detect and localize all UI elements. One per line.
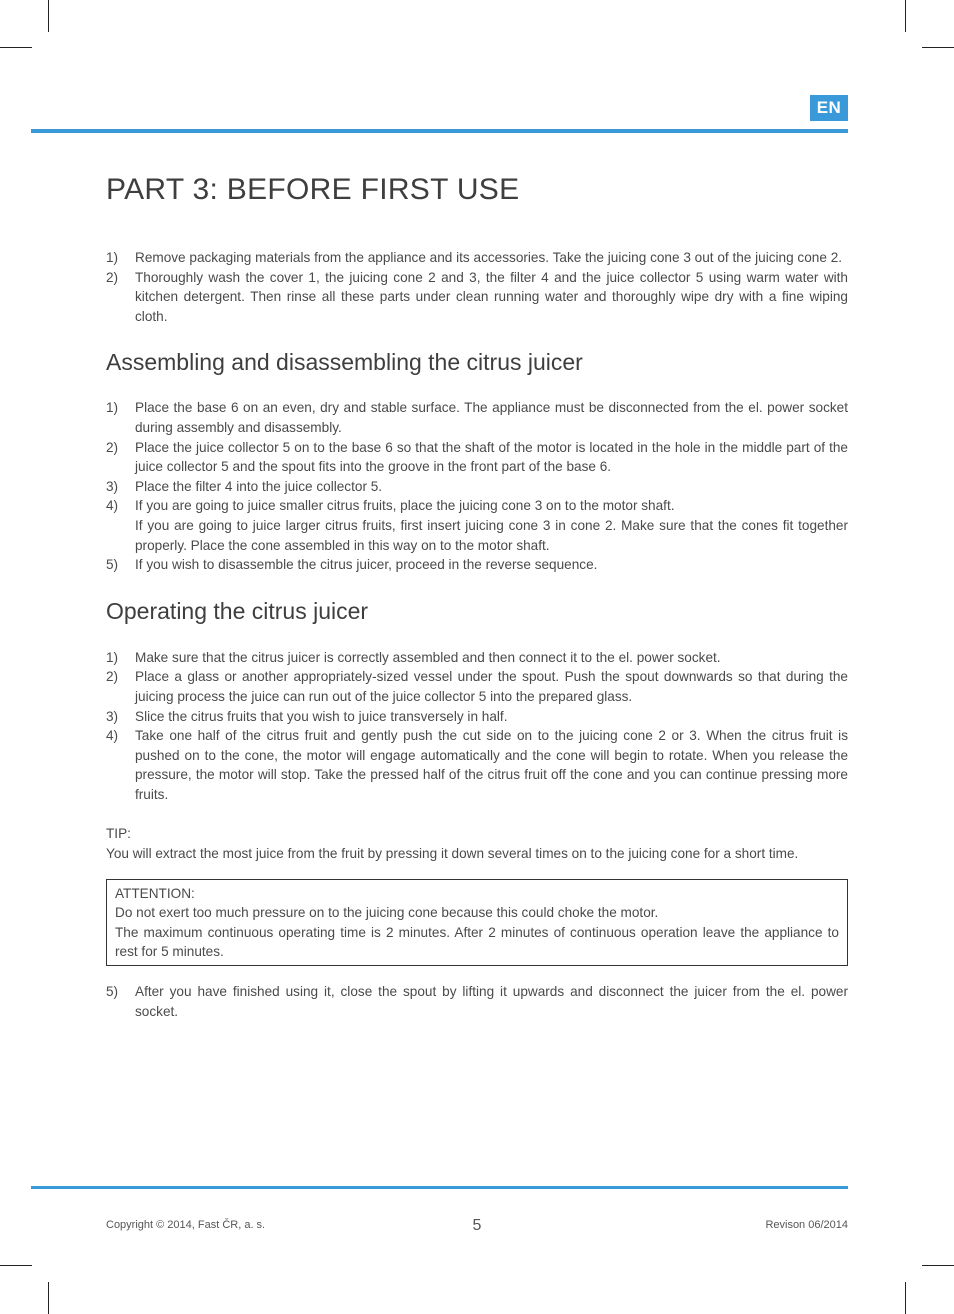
attention-label: ATTENTION: — [115, 885, 195, 901]
header-rule — [31, 129, 848, 133]
list-item: 2) Place the juice collector 5 on to the base 6 so that the shaft of the motor is located in the hole in the middle part of the juice collector 5 and the spout fits into the groove in the front part of the base 6. — [106, 439, 848, 475]
list-item: 1) Place the base 6 on an even, dry and stable surface. The appliance must be disconnected from the el. power socket during assembly and disassembly. — [106, 400, 848, 435]
footer-copyright: Copyright © 2014, Fast ČR, a. s. — [106, 1219, 266, 1231]
tip-text: You will extract the most juice from the fruit by pressing it down several times on to the juicing cone for a short time. — [106, 846, 799, 862]
crop-mark — [905, 1282, 906, 1314]
crop-mark — [905, 0, 906, 32]
language-badge: EN — [810, 95, 848, 121]
operating-list-continued — [106, 982, 848, 1021]
attention-text: Do not exert too much pressure on to the juicing cone because this could choke the motor. — [115, 905, 659, 921]
crop-mark — [0, 1265, 32, 1266]
page-content — [106, 170, 848, 1021]
tip-label: TIP: — [106, 826, 131, 842]
setup-list — [106, 248, 848, 326]
list-item: 2) Place a glass or another appropriately-sized vessel under the spout. Push the spout downwards so that during the juicing process the juice can run out of the juice collector 5 into the prepared glass. — [106, 669, 848, 704]
operating-list — [106, 648, 848, 805]
section-heading-assembling: Assembling and disassembling the citrus juicer — [106, 349, 583, 376]
crop-mark — [922, 1265, 954, 1266]
list-item: 2) Thoroughly wash the cover 1, the juicing cone 2 and 3, the filter 4 and the juice collector 5 using warm water with kitchen detergent. Then rinse all these parts under clean running water and thoroughly wipe dry with a fine wiping cloth. — [106, 269, 848, 324]
crop-mark — [922, 47, 954, 48]
page-title: PART 3: BEFORE FIRST USE — [106, 173, 520, 206]
page-number: 5 — [472, 1217, 482, 1234]
list-item: 5) After you have finished using it, close the spout by lifting it upwards and disconnect the juicer from the el. power socket. — [106, 984, 848, 1019]
crop-mark — [48, 1282, 49, 1314]
footer-rule — [31, 1186, 848, 1189]
list-item: 3) Place the filter 4 into the juice collector 5. — [106, 478, 383, 494]
list-item: 4) Take one half of the citrus fruit and gently push the cut side on to the juicing cone 2 or 3. When the citrus fruit is pushed on to the cone, the motor will engage automatically and the cone will begin to rotate. When you release the pressure, the motor will stop. Take the pressed half of the citrus fruit off the cone and you can continue pressing more fruits. — [106, 728, 848, 802]
list-item: 4) If you are going to juice smaller citrus fruits, place the juicing cone 3 on to the motor shaft. If you are going to juice larger citrus fruits, first insert juicing cone 3 in cone 2. Make sure that the cones fit together properly. Place the cone assembled in this way on to the motor shaft. — [106, 498, 848, 553]
attention-text: The maximum continuous operating time is 2 minutes. After 2 minutes of continuous operation leave the appliance to rest for 5 minutes. — [115, 924, 839, 960]
footer-revision: Revison 06/2014 — [765, 1219, 848, 1231]
assembling-list — [106, 398, 848, 574]
crop-mark — [0, 47, 32, 48]
list-item: 5) If you wish to disassemble the citrus juicer, proceed in the reverse sequence. — [106, 557, 598, 573]
attention-box — [106, 879, 848, 966]
list-item: 1) Make sure that the citrus juicer is correctly assembled and then connect it to the el. power socket. — [106, 649, 721, 665]
list-item: 1) Remove packaging materials from the appliance and its accessories. Take the juicing cone 3 out of the juicing cone 2. — [106, 250, 843, 265]
list-item: 3) Slice the citrus fruits that you wish to juice transversely in half. — [106, 708, 508, 724]
crop-mark — [48, 0, 49, 32]
section-heading-operating: Operating the citrus juicer — [106, 597, 369, 624]
tip-block — [106, 824, 848, 863]
